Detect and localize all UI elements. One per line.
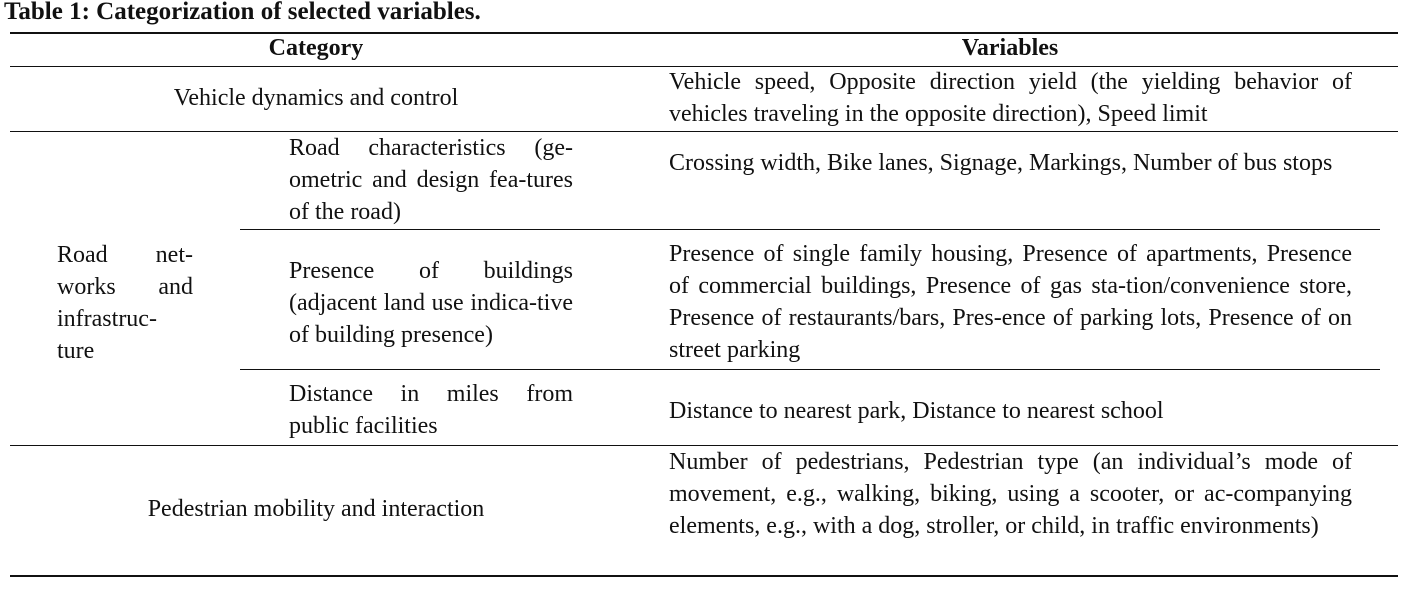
- variables-pedestrian: Number of pedestrians, Pedestrian type (an individual’s mode of movement, e.g., walking, biking, using a scooter, or ac-companying elements, e.g., with a dog, stroller, or child, in traffic environments): [669, 449, 1352, 539]
- subcategory-buildings: Presence of buildings (adjacent land use indica-tive of building presence): [289, 258, 573, 348]
- variables-buildings: Presence of single family housing, Presence of apartments, Presence of commercial buildings, Presence of gas sta-tion/convenience store, Presence of restaurants/bars, Pres-ence of parking lots, Presence of on street parking: [669, 241, 1352, 363]
- variables-distance: Distance to nearest park, Distance to nearest school: [669, 398, 1164, 424]
- table-caption: Table 1: Categorization of selected variables.: [4, 0, 481, 25]
- header-variables: Variables: [961, 35, 1059, 61]
- header-category: Category: [268, 35, 364, 61]
- category-vehicle: Vehicle dynamics and control: [173, 85, 459, 111]
- category-road-networks: Road net-works and infrastruc-ture: [57, 242, 193, 364]
- bottom-rule: [10, 575, 1398, 577]
- variables-vehicle: Vehicle speed, Opposite direction yield (the yielding behavior of vehicles traveling in the opposite direction), Speed limit: [669, 69, 1352, 127]
- subcategory-road-characteristics: Road characteristics (ge-ometric and design fea-tures of the road): [289, 135, 573, 225]
- variables-road-characteristics: Crossing width, Bike lanes, Signage, Markings, Number of bus stops: [669, 150, 1333, 176]
- row-divider-vehicle: [10, 131, 1398, 132]
- category-pedestrian: Pedestrian mobility and interaction: [147, 496, 485, 522]
- row-divider-road-characteristics: [240, 229, 1380, 230]
- subcategory-distance: Distance in miles from public facilities: [289, 381, 573, 439]
- row-divider-buildings: [240, 369, 1380, 370]
